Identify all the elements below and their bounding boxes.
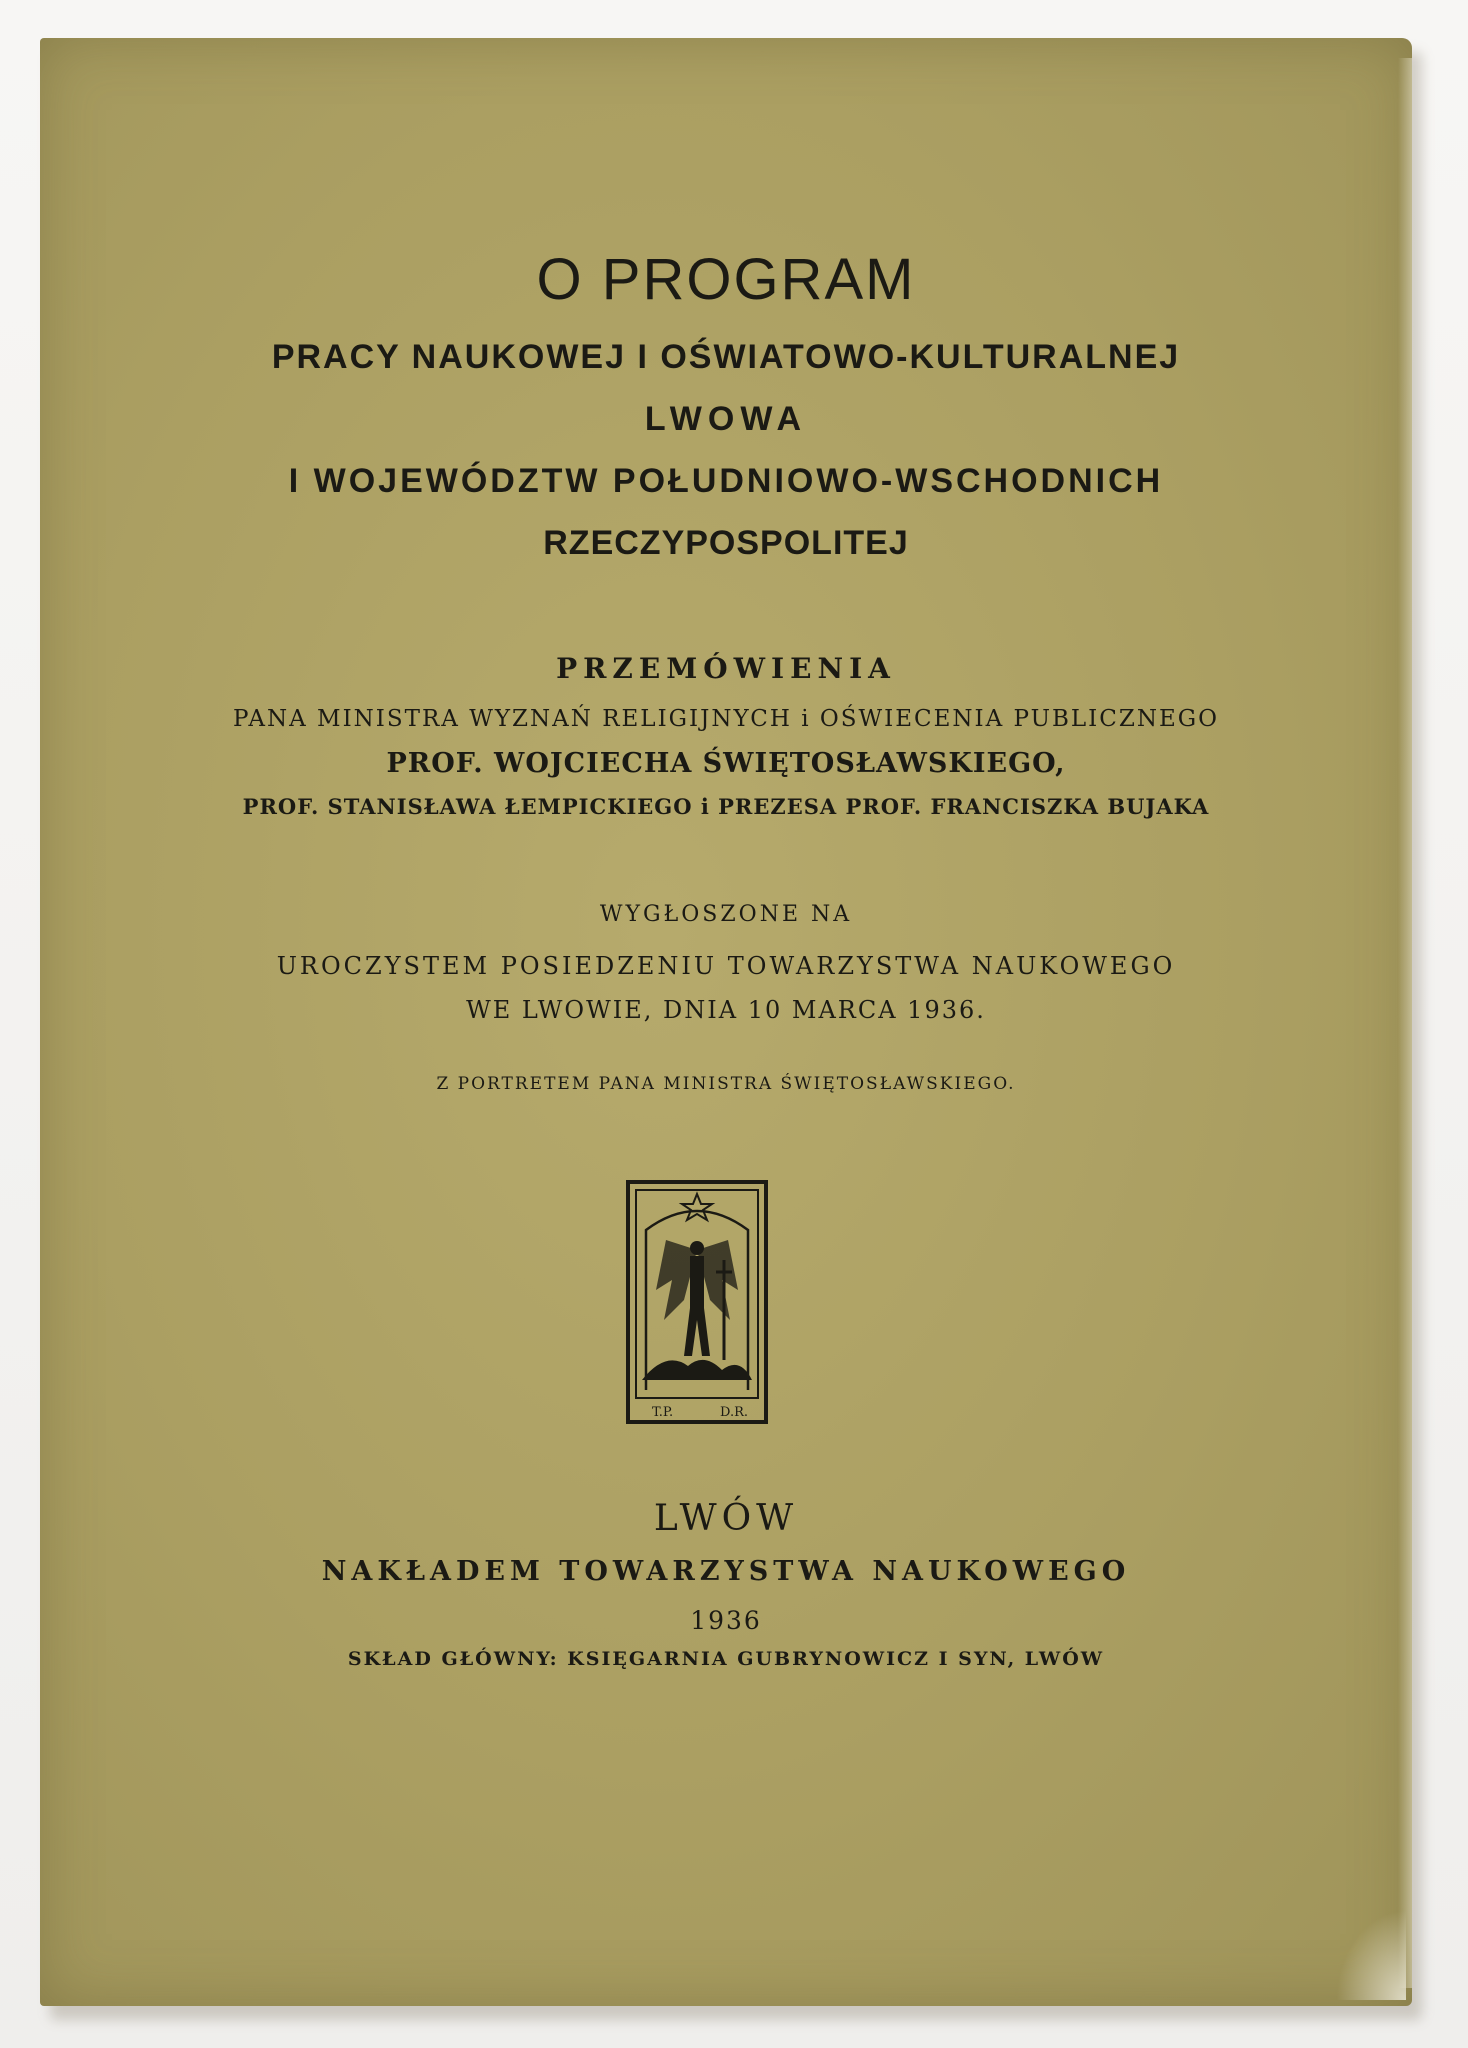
delivered-at-line: WYGŁOSZONE NA xyxy=(599,902,853,927)
prof-others-line: PROF. STANISŁAWA ŁEMPICKIEGO i PREZESA PROF. FRANCISZKA BUJAKA xyxy=(242,794,1210,819)
printer-mark-angel-icon xyxy=(626,1180,768,1424)
portrait-note: Z PORTRETEM PANA MINISTRA ŚWIĘTOSŁAWSKIEGO. xyxy=(436,1074,1016,1094)
year: 1936 xyxy=(690,1606,762,1635)
prof-main-line: PROF. WOJCIECHA ŚWIĘTOSŁAWSKIEGO, xyxy=(386,748,1066,779)
session-line: UROCZYSTEM POSIEDZENIU TOWARZYSTWA NAUKOWEGO xyxy=(276,952,1176,980)
subtitle-line-4: RZECZYPOSPOLITEJ xyxy=(543,524,909,562)
subtitle-line-2: LWOWA xyxy=(644,400,808,438)
speeches-heading: PRZEMÓWIENIA xyxy=(556,652,896,685)
publisher: NAKŁADEM TOWARZYSTWA NAUKOWEGO xyxy=(321,1556,1131,1587)
cover-corner-wear xyxy=(1336,1910,1406,2000)
city: LWÓW xyxy=(653,1498,799,1539)
minister-line: PANA MINISTRA WYZNAŃ RELIGIJNYCH i OŚWIECENIA PUBLICZNEGO xyxy=(233,706,1219,732)
subtitle-line-3: I WOJEWÓDZTW POŁUDNIOWO-WSCHODNICH xyxy=(288,462,1164,500)
main-store: SKŁAD GŁÓWNY: KSIĘGARNIA GUBRYNOWICZ I SYN, LWÓW xyxy=(347,1648,1105,1670)
subtitle-line-1: PRACY NAUKOWEJ I OŚWIATOWO-KULTURALNEJ xyxy=(271,338,1181,376)
date-line: WE LWOWIE, DNIA 10 MARCA 1936. xyxy=(466,996,986,1024)
emblem-monogram-right: D.R. xyxy=(720,1405,749,1420)
emblem-monogram-left: T.P. xyxy=(652,1405,674,1420)
cover-title: O PROGRAM xyxy=(536,247,916,312)
book-cover xyxy=(40,38,1412,2006)
